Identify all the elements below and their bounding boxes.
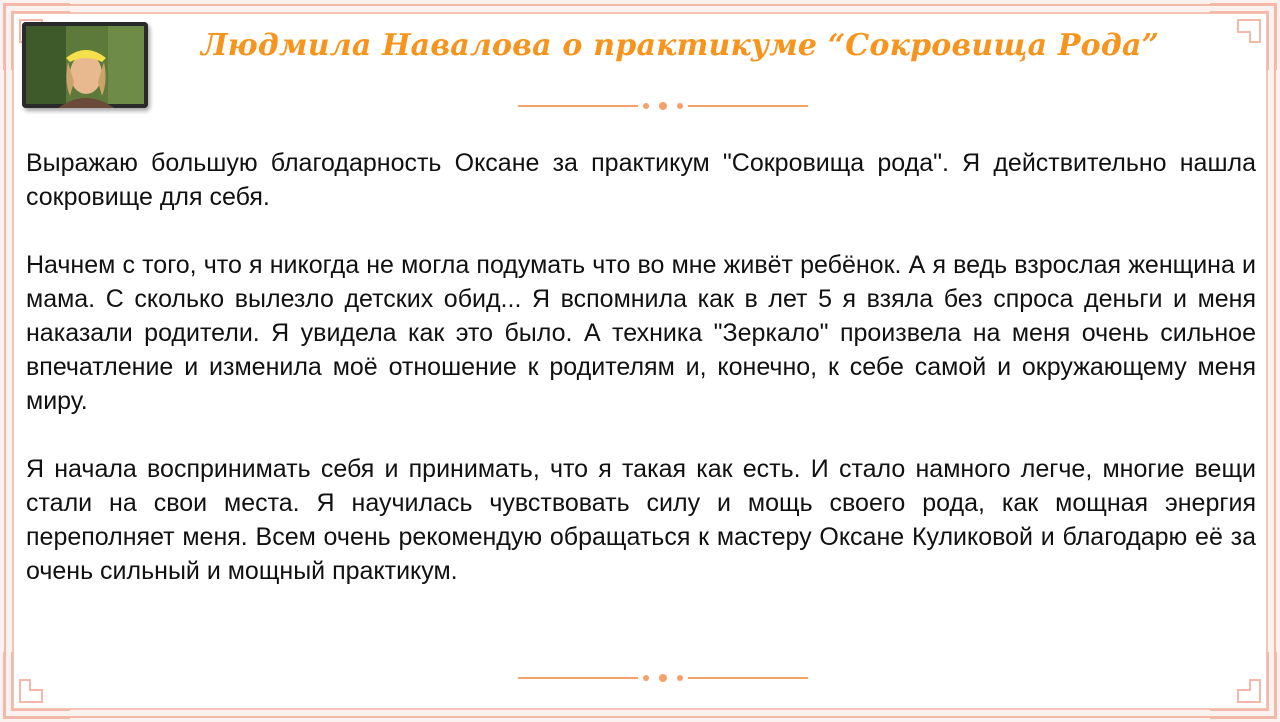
testimonial-body (26, 146, 1256, 622)
paragraph-1: Выражаю большую благодарность Оксане за практикум "Сокровища рода". Я действительно нашла сокровище для себя. (26, 149, 1256, 211)
divider-ornament-icon (518, 670, 808, 686)
page-title: Людмила Навалова о практикуме “Сокровища Рода” (200, 28, 1160, 63)
paragraph-2: Начнем с того, что я никогда не могла подумать что во мне живёт ребёнок. А я ведь взрослая женщина и мама. С сколько вылезло детских обид... Я вспомнила как в лет 5 я взяла без спроса деньги и меня наказали родители. Я увидела как это было. А техника "Зеркало" произвела на меня очень сильное впечатление и изменила моё отношение к родителям и, конечно, к себе самой и окружающему меня миру. (26, 251, 1256, 415)
paragraph-3: Я начала воспринимать себя и принимать, что я такая как есть. И стало намного легче, многие вещи стали на свои места. Я научилась чувствовать силу и мощь своего рода, как мощная энергия переполняет меня. Всем очень рекомендую обращаться к мастеру Оксане Куликовой и благодарю её за очень сильный и мощный практикум. (26, 455, 1256, 585)
corner-ornament-icon (1208, 650, 1278, 720)
divider-ornament-icon (518, 98, 808, 114)
corner-ornament-icon (2, 650, 72, 720)
corner-ornament-icon (1208, 2, 1278, 72)
avatar-photo (22, 22, 148, 108)
